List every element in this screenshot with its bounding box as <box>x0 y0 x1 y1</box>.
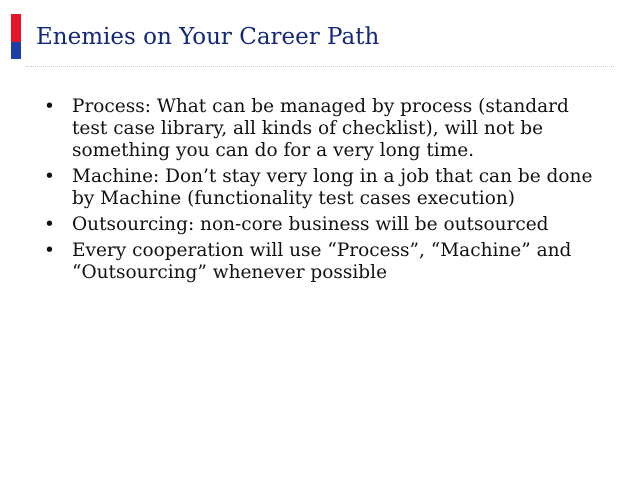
bullet-item-process <box>44 96 604 162</box>
bullet-text: Outsourcing: non-core business will be outsourced <box>72 214 549 235</box>
title-area <box>26 14 614 66</box>
bullet-item-outsourcing <box>44 214 604 236</box>
bullet-icon: • <box>44 214 55 235</box>
bullet-text: Machine: Don’t stay very long in a job that can be done by Machine (functionality test cases execution) <box>72 166 593 209</box>
slide-title: Enemies on Your Career Path <box>36 24 380 50</box>
title-divider <box>26 66 614 67</box>
accent-bar-blue <box>11 42 21 59</box>
bullet-item-cooperation <box>44 240 604 284</box>
bullet-item-machine <box>44 166 604 210</box>
bullet-list <box>44 96 604 288</box>
accent-bar-red <box>11 14 21 42</box>
bullet-icon: • <box>44 240 55 261</box>
bullet-icon: • <box>44 166 55 187</box>
bullet-text: Every cooperation will use “Process”, “Machine” and “Outsourcing” whenever possible <box>72 240 572 283</box>
bullet-icon: • <box>44 96 55 117</box>
title-accent-bar <box>11 14 21 59</box>
bullet-text: Process: What can be managed by process (standard test case library, all kinds of checklist), will not be something you can do for a very long time. <box>72 96 569 161</box>
